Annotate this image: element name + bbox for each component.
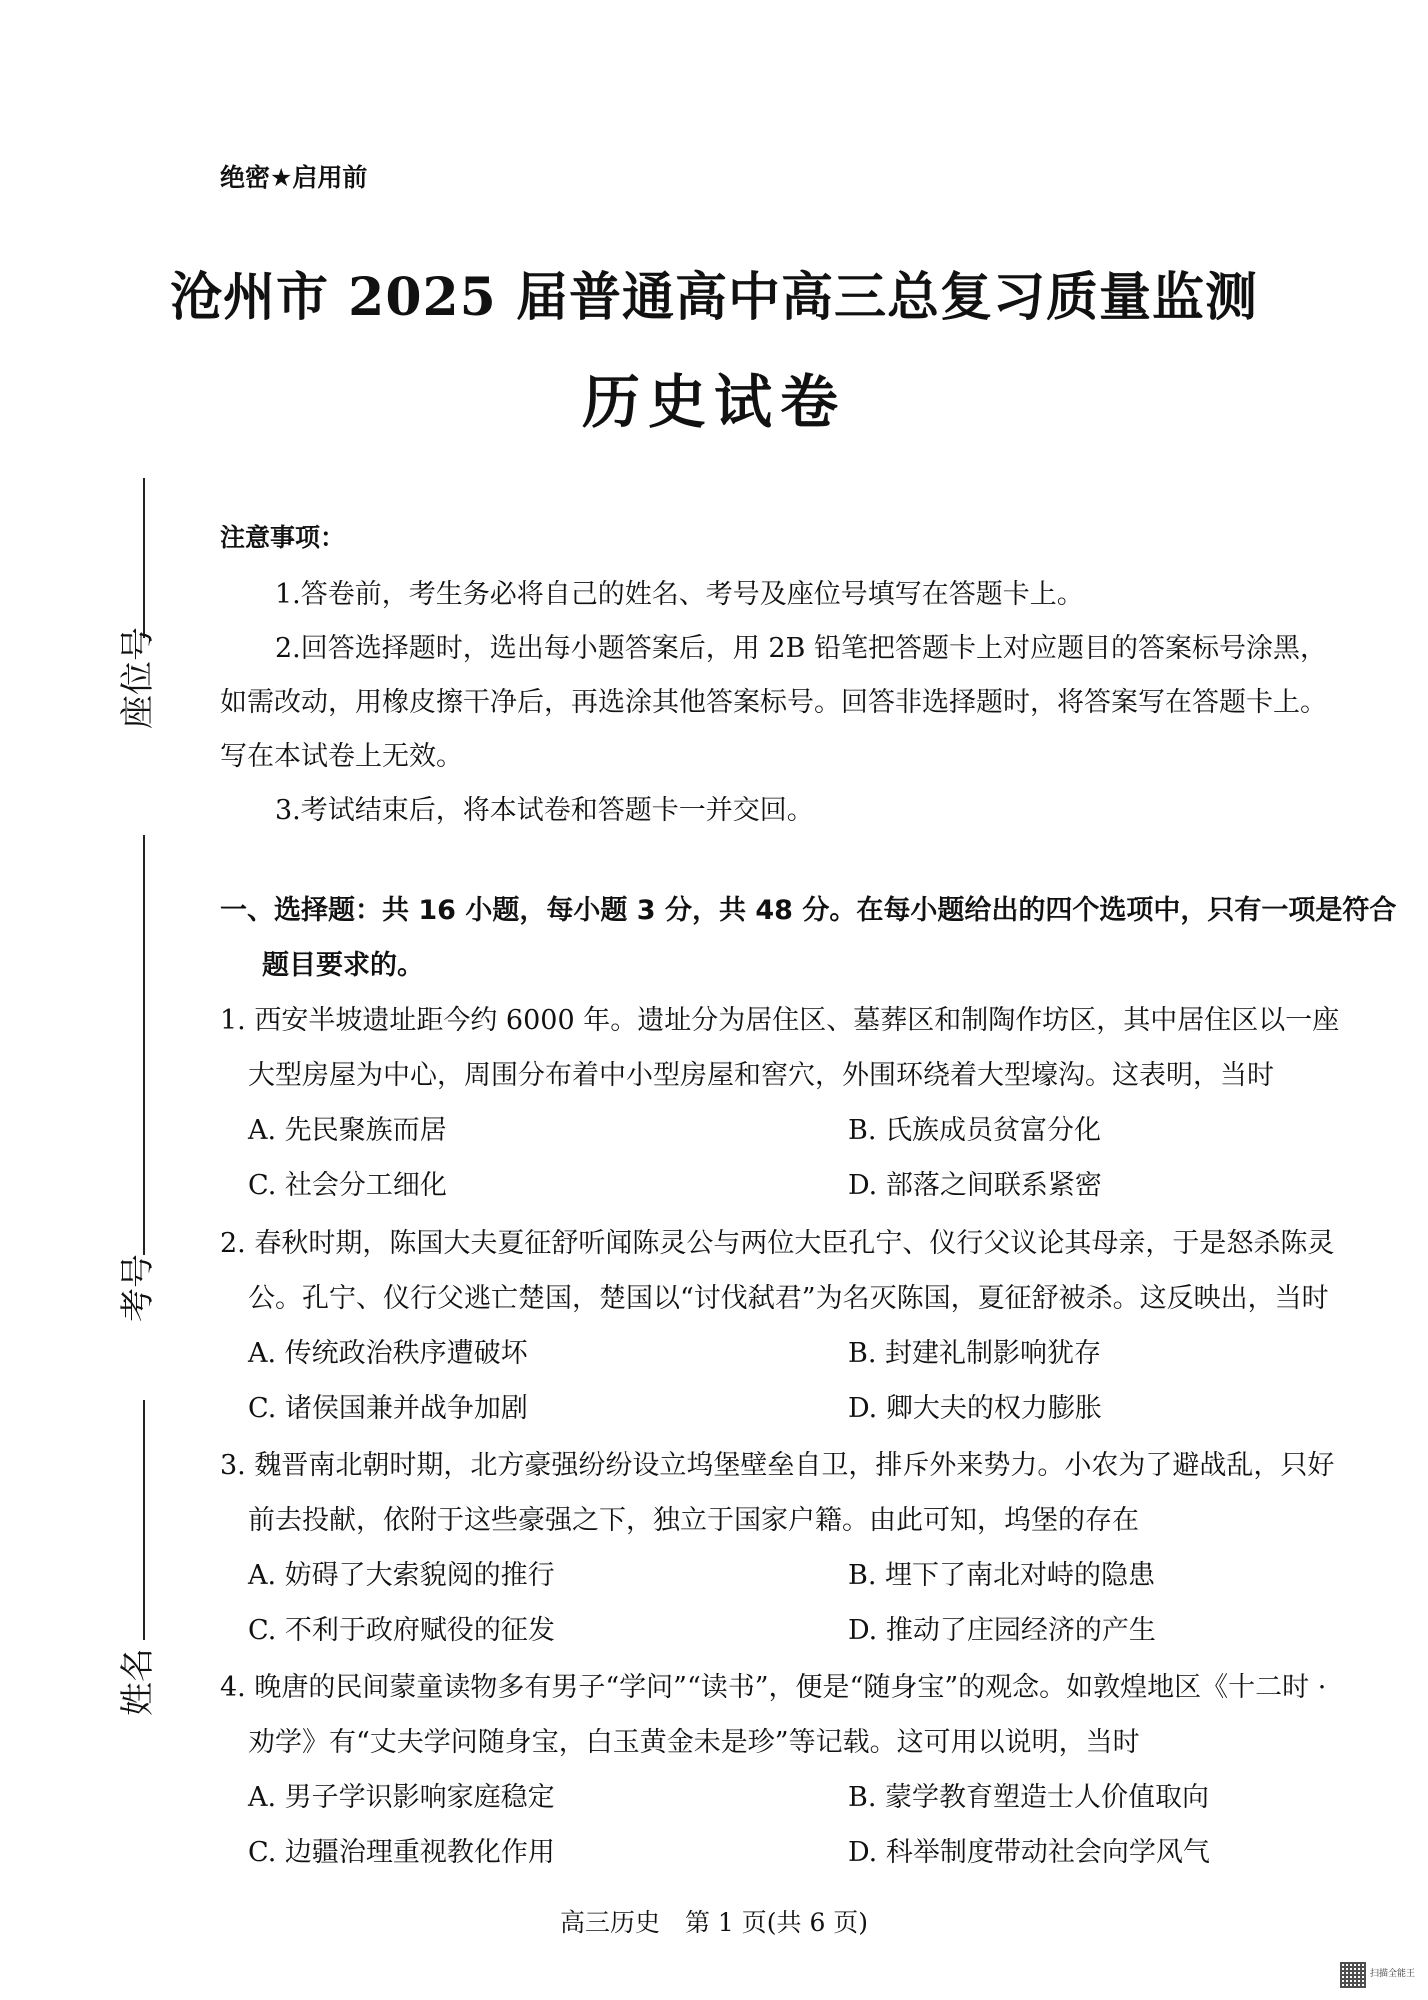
option-d: D. 推动了庄园经济的产生 (848, 1615, 1156, 1646)
exam-number-label: 考号 (118, 1254, 158, 1322)
confidential-label: 绝密★启用前 (220, 163, 368, 192)
question-stem: 3. 魏晋南北朝时期，北方豪强纷纷设立坞堡壁垒自卫，排斥外来势力。小农为了避战乱，只好 (220, 1450, 1335, 1481)
question-stem: 劝学》有“丈夫学问随身宝，白玉黄金未是珍”等记载。这可用以说明，当时 (248, 1727, 1140, 1758)
notice-line: 2.回答选择题时，选出每小题答案后，用 2B 铅笔把答题卡上对应题目的答案标号涂黑， (275, 633, 1327, 664)
question-stem: 2. 春秋时期，陈国大夫夏征舒听闻陈灵公与两位大臣孔宁、仪行父议论其母亲，于是怒杀陈灵 (220, 1228, 1335, 1259)
section-heading-cont: 题目要求的。 (262, 950, 424, 981)
watermark-text: 扫描全能王 (1370, 1969, 1416, 1979)
option-a: A. 先民聚族而居 (248, 1115, 447, 1146)
seat-number-label: 座位号 (118, 627, 158, 729)
option-b: B. 埋下了南北对峙的隐患 (848, 1560, 1156, 1591)
option-c: C. 不利于政府赋役的征发 (248, 1615, 555, 1646)
notice-line: 3.考试结束后，将本试卷和答题卡一并交回。 (275, 795, 814, 826)
notice-line: 1.答卷前，考生务必将自己的姓名、考号及座位号填写在答题卡上。 (275, 579, 1084, 610)
question-stem: 前去投献，依附于这些豪强之下，独立于国家户籍。由此可知，坞堡的存在 (248, 1505, 1139, 1536)
option-c: C. 诸侯国兼并战争加剧 (248, 1393, 528, 1424)
option-c: C. 边疆治理重视教化作用 (248, 1837, 555, 1868)
option-d: D. 科举制度带动社会向学风气 (848, 1837, 1210, 1868)
notice-heading: 注意事项： (220, 523, 346, 552)
option-c: C. 社会分工细化 (248, 1170, 447, 1201)
question-stem: 1. 西安半坡遗址距今约 6000 年。遗址分为居住区、墓葬区和制陶作坊区，其中居住区以一座 (220, 1005, 1340, 1036)
question-stem: 4. 晚唐的民间蒙童读物多有男子“学问”“读书”，便是“随身宝”的观念。如敦煌地区《十二时 · (220, 1672, 1327, 1703)
option-b: B. 封建礼制影响犹存 (848, 1338, 1102, 1369)
exam-title: 沧州市 2025 届普通高中高三总复习质量监测 (170, 267, 1258, 328)
question-stem: 大型房屋为中心，周围分布着中小型房屋和窖穴，外围环绕着大型壕沟。这表明，当时 (248, 1060, 1274, 1091)
page-footer: 高三历史 第 1 页(共 6 页) (559, 1908, 869, 1937)
notice-line: 如需改动，用橡皮擦干净后，再选涂其他答案标号。回答非选择题时，将答案写在答题卡上。 (220, 687, 1327, 718)
option-d: D. 部落之间联系紧密 (848, 1170, 1102, 1201)
option-a: A. 男子学识影响家庭稳定 (248, 1782, 555, 1813)
binding-line-exam-no (143, 835, 145, 1255)
section-heading: 一、选择题：共 16 小题，每小题 3 分，共 48 分。在每小题给出的四个选项中，只有一项是符合 (220, 895, 1397, 926)
name-label: 姓名 (118, 1648, 158, 1716)
option-a: A. 传统政治秩序遭破坏 (248, 1338, 528, 1369)
binding-line-name (143, 1400, 145, 1640)
binding-line-seat (143, 478, 145, 638)
notice-line: 写在本试卷上无效。 (220, 741, 463, 772)
option-b: B. 蒙学教育塑造士人价值取向 (848, 1782, 1210, 1813)
option-b: B. 氏族成员贫富分化 (848, 1115, 1102, 1146)
qr-code-icon (1340, 1962, 1366, 1988)
exam-subject-title: 历史试卷 (581, 368, 846, 436)
question-stem: 公。孔宁、仪行父逃亡楚国，楚国以“讨伐弑君”为名灭陈国，夏征舒被杀。这反映出，当时 (248, 1283, 1329, 1314)
option-d: D. 卿大夫的权力膨胀 (848, 1393, 1102, 1424)
option-a: A. 妨碍了大索貌阅的推行 (248, 1560, 555, 1591)
